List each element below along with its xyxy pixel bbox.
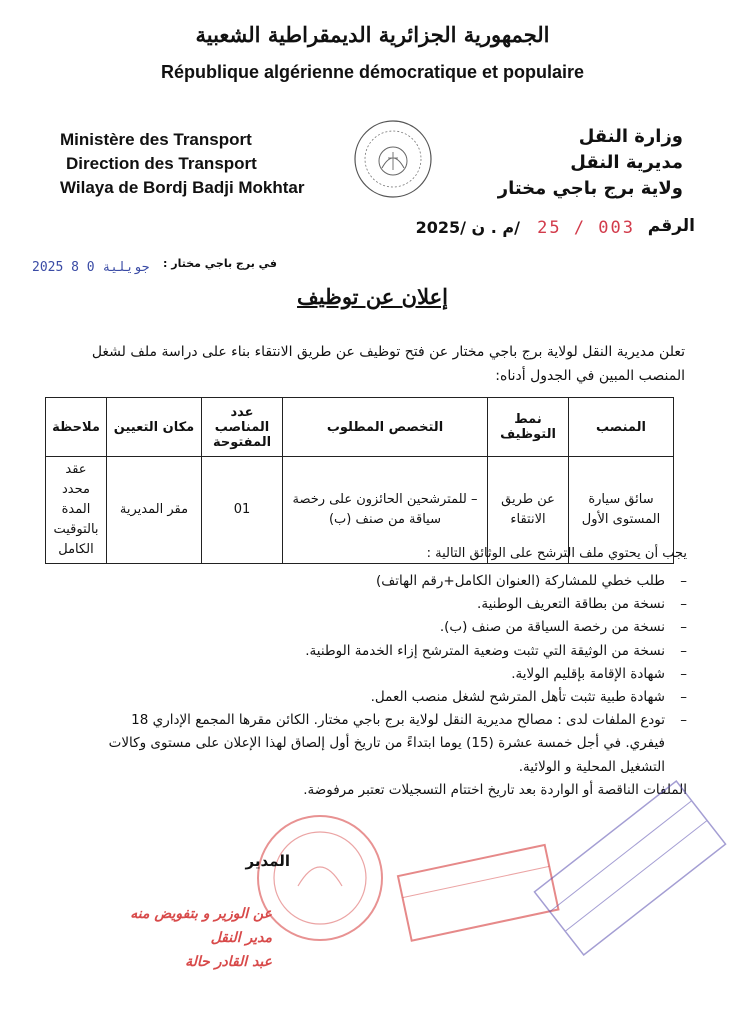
place-line: في برج باجي مختار :: [163, 257, 277, 270]
col-location: مكان التعيين: [107, 398, 202, 457]
reference-row: [395, 216, 695, 246]
ministry-line-ar: وزارة النقل: [578, 126, 683, 147]
agency-stamp: [520, 758, 740, 978]
requirements-title: يجب أن يحتوي ملف الترشح على الوثائق التالية :: [426, 546, 687, 561]
list-item: – نسخة من الوثيقة التي تثبت وضعية المترشح إزاء الخدمة الوطنية.: [90, 640, 687, 663]
reference-number: 25 / 003: [537, 218, 635, 238]
reference-label: الرقم: [647, 216, 695, 236]
date-stamp: 2025 جويلية 0 8: [32, 260, 150, 275]
col-note: ملاحظة: [46, 398, 107, 457]
col-open-positions: عدد المناصب المفتوحة: [202, 398, 283, 457]
list-item: الملفات الناقصة أو الواردة بعد تاريخ اختتام التسجيلات تعتبر مرفوضة.: [303, 781, 687, 798]
list-item: – تودع الملفات لدى : مصالح مديرية النقل لولاية برج باجي مختار. الكائن مقرها المجمع الإداري 18 فيفري. في أجل خمسة عشرة (15) يوما ابتداءً من تاريخ أول إلصاق لهذا الإعلان على مستوى وكالات التشغيل المحلية و الولائية.: [90, 709, 687, 779]
signature-line: مدير النقل: [210, 930, 272, 946]
col-specialty: التخصص المطلوب: [283, 398, 488, 457]
republic-title-ar: الجمهورية الجزائرية الديمقراطية الشعبية: [195, 22, 550, 47]
list-item: – طلب خطي للمشاركة (العنوان الكامل+رقم الهاتف): [90, 570, 687, 593]
list-item: – شهادة الإقامة بإقليم الولاية.: [90, 663, 687, 686]
ministry-line: Ministère des Transport: [60, 130, 252, 149]
list-item: – نسخة من بطاقة التعريف الوطنية.: [90, 593, 687, 616]
cell-note: عقد محدد المدة بالتوقيت الكامل: [46, 457, 107, 564]
cell-open-positions: 01: [202, 457, 283, 564]
cell-recruitment-mode: عن طريق الانتقاء: [488, 457, 569, 564]
table-header-row: [46, 398, 674, 457]
list-item: – نسخة من رخصة السياقة من صنف (ب).: [90, 616, 687, 639]
cell-location: مقر المديرية: [107, 457, 202, 564]
reference-suffix: /م . ن /2025: [415, 218, 520, 237]
col-position: المنصب: [569, 398, 674, 457]
direction-line: Direction des Transport: [66, 154, 257, 173]
col-recruitment-mode: نمط التوظيف: [488, 398, 569, 457]
wilaya-line: Wilaya de Bordj Badji Mokhtar: [60, 178, 305, 197]
republic-title-fr: République algérienne démocratique et populaire: [160, 62, 585, 82]
direction-line-ar: مديرية النقل: [570, 152, 683, 173]
intro-paragraph: تعلن مديرية النقل لولاية برج باجي مختار عن فتح توظيف عن طريق الانتقاء بناء على دراسة ملف لشغل المنصب المبين في الجدول أدناه:: [91, 344, 685, 384]
ministry-block-ar: [498, 124, 683, 202]
wilaya-line-ar: ولاية برج باجي مختار: [497, 178, 683, 199]
signature-line: عن الوزير و بتفويض منه: [130, 906, 272, 922]
jobs-table: [45, 397, 674, 564]
ministry-block-fr: [60, 128, 305, 200]
signature-block: [62, 902, 272, 974]
announcement-heading: إعلان عن توظيف: [297, 284, 448, 309]
director-title: المدير: [245, 852, 290, 870]
cell-position: سائق سيارة المستوى الأول: [569, 457, 674, 564]
signature-name: عبد القادر حالة: [185, 954, 272, 970]
cell-specialty: – للمترشحين الحائزون على رخصة سياقة من صنف (ب): [283, 457, 488, 564]
list-item: – شهادة طبية تثبت تأهل المترشح لشغل منصب العمل.: [90, 686, 687, 709]
ministry-emblem: [352, 118, 434, 200]
